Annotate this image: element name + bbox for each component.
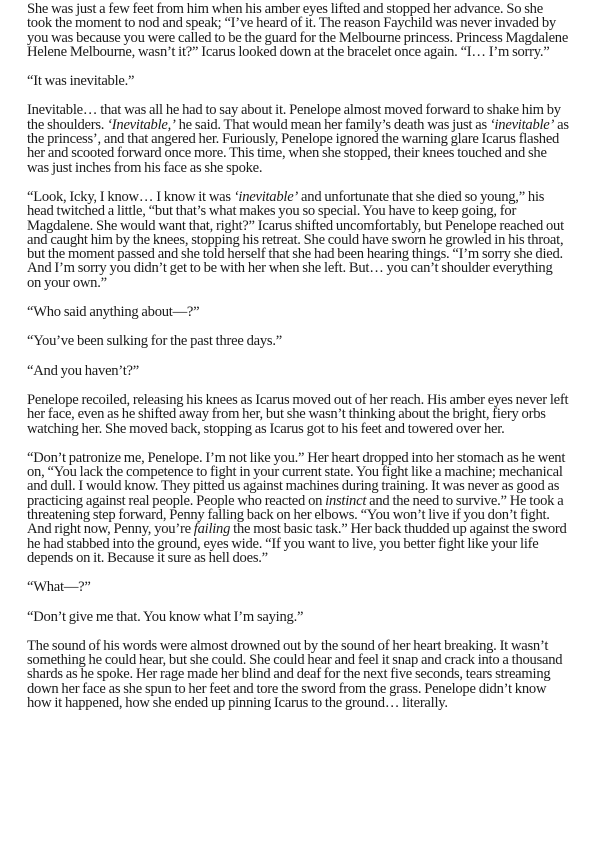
text-run: “What—?”: [27, 579, 91, 596]
text-run: “You’ve been sulking for the past three days.”: [27, 333, 282, 350]
text-run: Inevitable… that was all he had to say about it. Penelope almost moved forward to shake him by the shoulders.: [27, 102, 561, 133]
text-run: “Who said anything about—?”: [27, 304, 200, 321]
text-run: “Don’t give me that. You know what I’m saying.”: [27, 608, 304, 625]
paragraph: [27, 580, 569, 594]
italic-text: instinct: [325, 492, 367, 509]
paragraph: [27, 190, 569, 290]
paragraph: [27, 334, 569, 348]
text-run: “And you haven’t?”: [27, 362, 139, 379]
text-run: and unfortunate that she died so young,” his head twitched a little, “but that’s what makes you so special. You have to keep going, for Magdalene. She would want that, right?” Icarus shifted uncomfortably, but Penelope reached out and caught him by the knees, stopping his retreat. She could have sworn he growled in his throat, but the moment passed and she told herself that she had been hearing things. “I’m sorry she died. And I’m sorry you didn’t get to be with her when she left. But… you can’t shoulder everything on your own.”: [27, 188, 564, 291]
text-run: She was just a few feet from him when his amber eyes lifted and stopped her advance. So she took the moment to nod and speak; “I’ve heard of it. The reason Faychild was never invaded by you was because you were called to be the guard for the Melbourne princess. Princess Magdalene Helene Melbourne, wasn’t it?” Icarus looked down at the bracelet once again. “I… I’m sorry.”: [27, 1, 569, 60]
story-text: [27, 2, 569, 710]
paragraph: [27, 305, 569, 319]
paragraph: [27, 610, 569, 624]
paragraph: [27, 364, 569, 378]
text-run: The sound of his words were almost drowned out by the sound of her heart breaking. It wasn’t something he could hear, but she could. She could hear and feel it snap and crack into a thousand shards as he spoke. Her rage made her blind and deaf for the next five seconds, tears streaming down her face as she spun to her feet and tore the sword from the grass. Penelope didn’t know how it happened, how she ended up pinning Icarus to the ground… literally.: [27, 637, 563, 711]
italic-text: failing: [193, 521, 231, 538]
text-run: he said. That would mean her family’s death was just as: [175, 116, 490, 133]
italic-text: ‘inevitable’: [233, 188, 299, 205]
text-run: “Look, Icky, I know… I know it was: [27, 188, 234, 205]
paragraph: [27, 2, 569, 59]
text-run: Penelope recoiled, releasing his knees as Icarus moved out of her reach. His amber eyes never left her face, even as he shifted away from her, but she wasn’t thinking about the bright, fiery orbs watching her. She moved back, stopping as Icarus got to his feet and towered over her.: [27, 391, 569, 437]
text-run: and the need to survive.” He took a threatening step forward, Penny falling back on her elbows. “You won’t live if you don’t fight. And right now, Penny, you’re: [27, 492, 564, 538]
paragraph: [27, 451, 569, 565]
text-run: “It was inevitable.”: [27, 73, 135, 90]
paragraph: [27, 74, 569, 88]
italic-text: ‘inevitable’: [489, 116, 555, 133]
text-run: as the princess’, and that angered her. Furiously, Penelope ignored the warning glare Icarus flashed her and scooted forward once more. This time, when she stopped, their knees touched and she was just inches from his face as she spoke.: [27, 116, 569, 176]
paragraph: [27, 639, 569, 710]
paragraph: [27, 103, 569, 174]
italic-text: ‘Inevitable,’: [107, 116, 176, 133]
text-run: the most basic task.” Her back thudded up against the sword he had stabbed into the ground, eyes wide. “If you want to live, you better fight like your life depends on it. Because it sure as hell does.”: [27, 521, 567, 566]
paragraph: [27, 393, 569, 436]
text-run: “Don’t patronize me, Penelope. I’m not like you.” Her heart dropped into her stomach as he went on, “You lack the competence to fight in your current state. You fight like a machine; mechanical and dull. I would know. They pitted us against machines during training. It was never as good as practicing against real people. People who reacted on: [27, 449, 566, 509]
